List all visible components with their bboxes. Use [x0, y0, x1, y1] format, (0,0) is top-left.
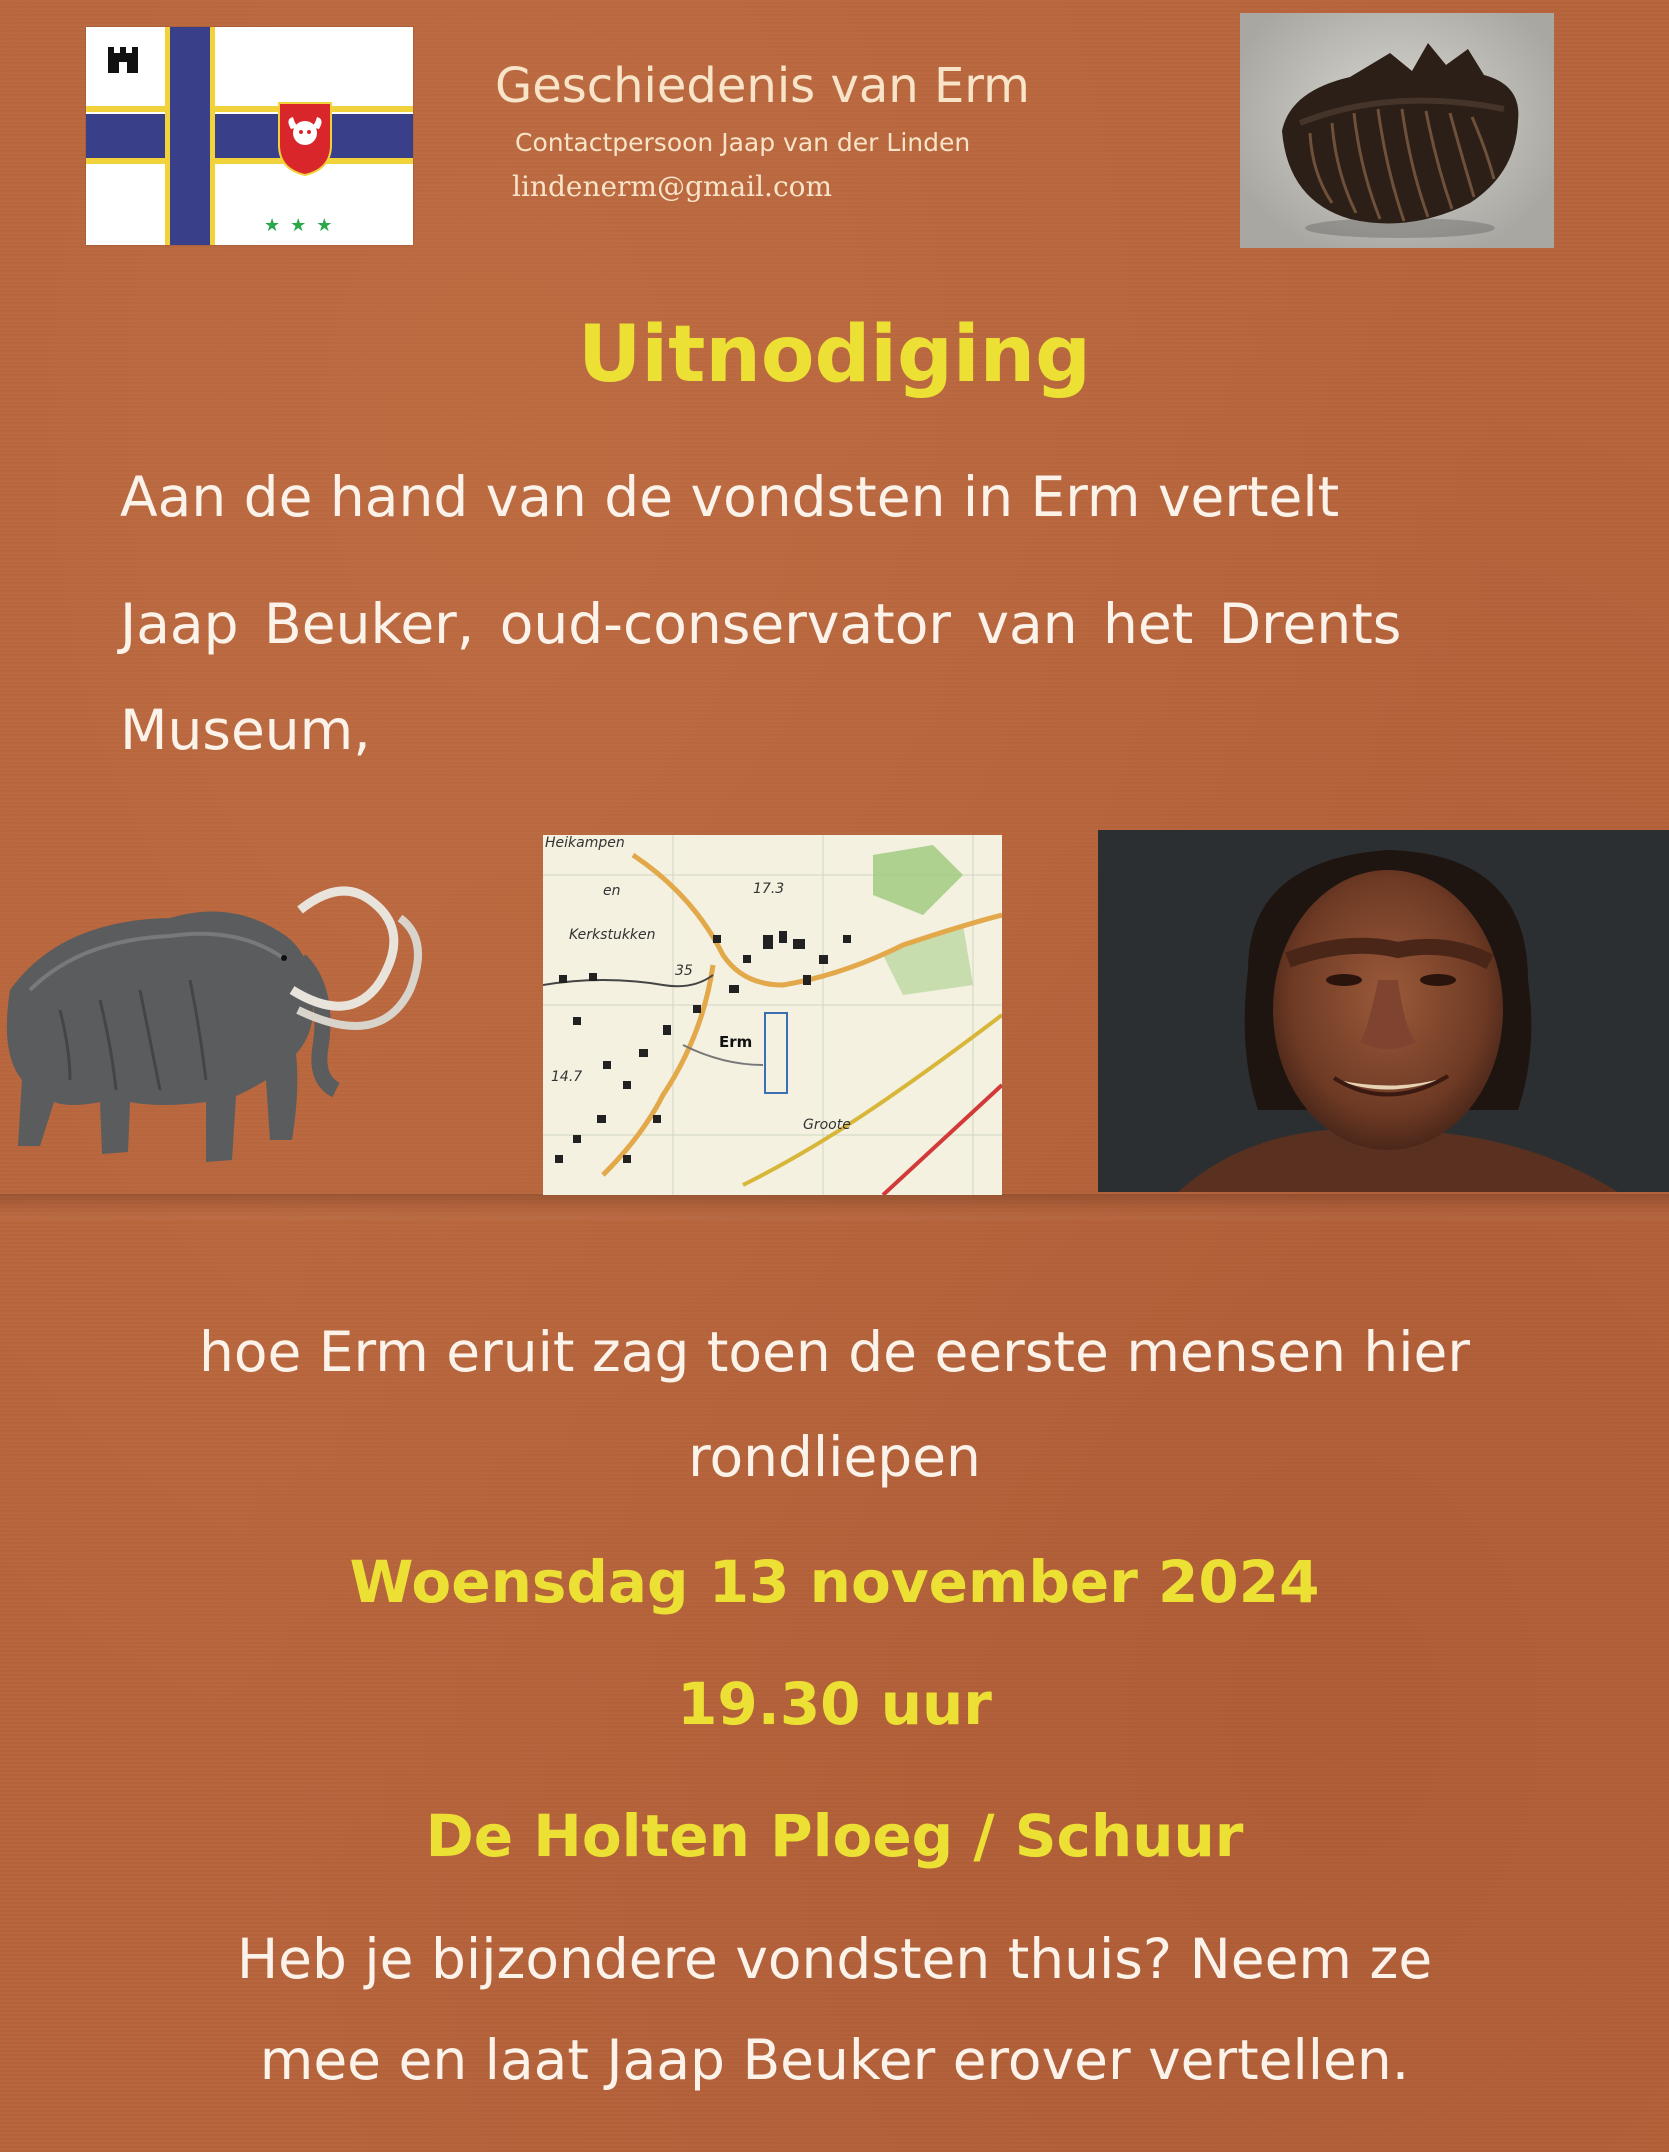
closing-line-1: Heb je bijzondere vondsten thuis? Neem ze [236, 1927, 1433, 1991]
prehistoric-man-icon [1098, 830, 1669, 1192]
shield-icon [277, 101, 333, 177]
map-label: 17.3 [753, 881, 785, 897]
contact-email: lindenerm@gmail.com [512, 170, 833, 203]
map-label: en [603, 883, 621, 899]
description-line-1: hoe Erm eruit zag toen de eerste mensen hier [198, 1320, 1471, 1384]
mammoth-molar-icon [1240, 13, 1554, 248]
closing-line-2: mee en laat Jaap Beuker erover vertellen. [259, 2028, 1410, 2092]
event-location: De Holten Ploeg / Schuur [425, 1802, 1244, 1870]
map-label: 14.7 [551, 1069, 583, 1085]
map-label: Kerkstukken [569, 927, 656, 943]
map-label: Heikampen [545, 835, 625, 851]
intro-line-1: Aan de hand van de vondsten in Erm vertelt [120, 465, 1340, 529]
erm-flag-icon [86, 27, 413, 245]
organization-title: Geschiedenis van Erm [495, 58, 1030, 114]
map-label: 35 [675, 963, 693, 979]
map-label: Erm [719, 1033, 753, 1051]
invitation-title: Uitnodiging [578, 310, 1091, 400]
topographic-map-icon [543, 835, 1002, 1195]
mammoth-icon [0, 840, 430, 1200]
event-time: 19.30 uur [677, 1670, 992, 1738]
map-label: Groote [803, 1117, 851, 1133]
intro-line-3: Museum, [120, 698, 371, 762]
description-line-2: rondliepen [688, 1425, 981, 1489]
intro-line-2: Jaap Beuker, oud-conservator van het Drents [120, 592, 1402, 656]
castle-icon [106, 45, 140, 75]
event-date: Woensdag 13 november 2024 [349, 1548, 1320, 1616]
stars-icon: ★★★ [264, 215, 343, 236]
contact-person: Contactpersoon Jaap van der Linden [515, 128, 971, 157]
